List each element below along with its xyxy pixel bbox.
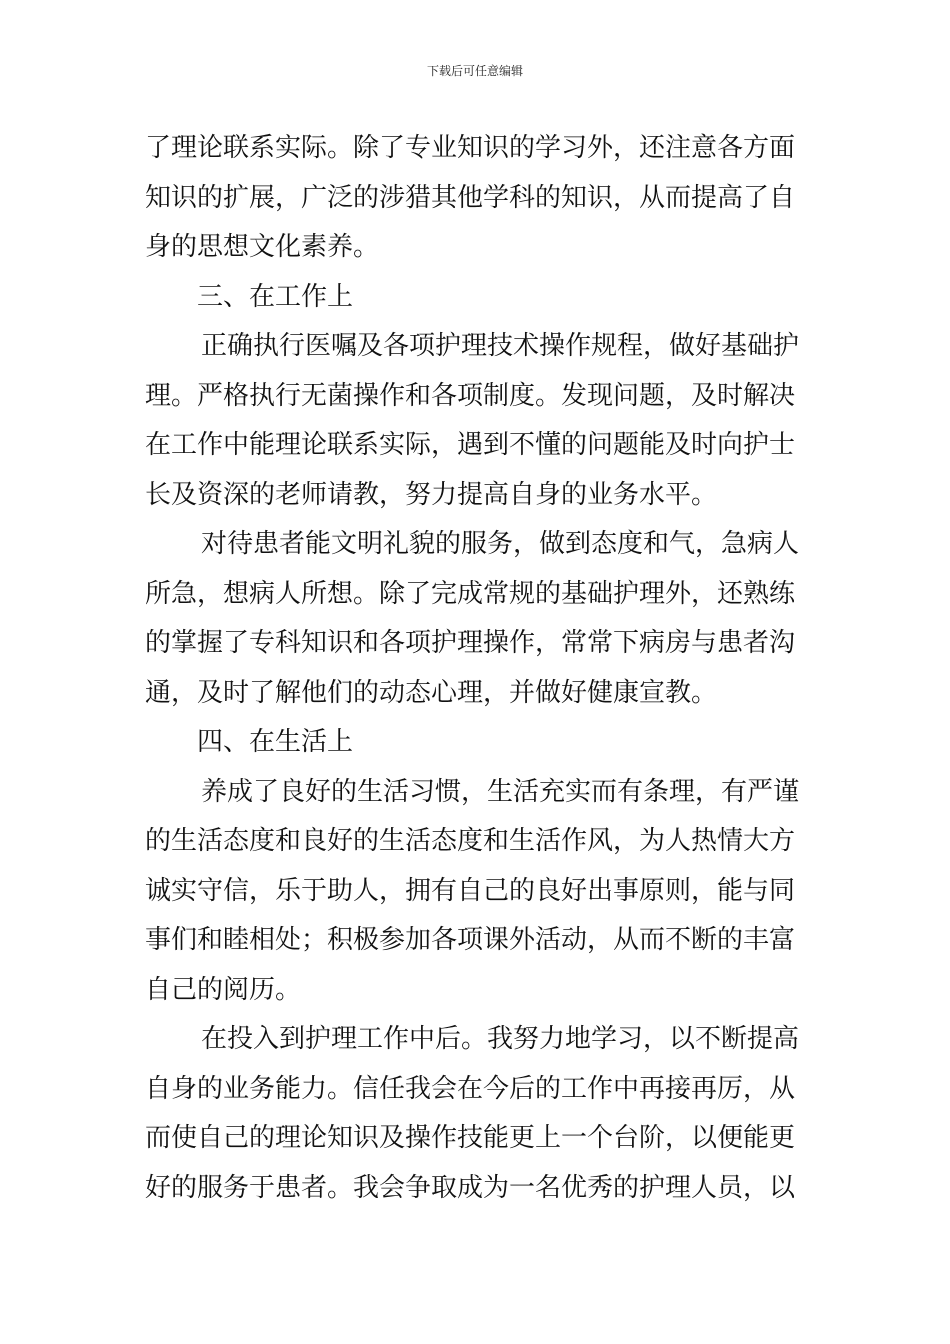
body-line: 事们和睦相处；积极参加各项课外活动，从而不断的丰富	[145, 925, 796, 955]
body-line: 了理论联系实际。除了专业知识的学习外，还注意各方面	[145, 133, 796, 163]
body-line: 自身的业务能力。信任我会在今后的工作中再接再厉，从	[145, 1073, 796, 1104]
body-line: 的生活态度和良好的生活态度和生活作风，为人热情大方	[145, 826, 796, 856]
section-heading-work: 三、在工作上	[197, 281, 354, 312]
body-line: 养成了良好的生活习惯，生活充实而有条理，有严谨	[201, 776, 800, 807]
body-line: 对待患者能文明礼貌的服务，做到态度和气，急病人	[201, 529, 800, 559]
page-header: 下载后可任意编辑	[426, 64, 523, 78]
body-line: 长及资深的老师请教，努力提高自身的业务水平。	[145, 479, 718, 510]
body-line: 自己的阅历。	[145, 974, 302, 1005]
body-line: 诚实守信，乐于助人，拥有自己的良好出事原则，能与同	[145, 875, 796, 906]
body-line: 所急，想病人所想。除了完成常规的基础护理外，还熟练	[145, 578, 796, 609]
body-line: 而使自己的理论知识及操作技能更上一个台阶，以便能更	[145, 1123, 796, 1153]
section-heading-life: 四、在生活上	[197, 727, 354, 757]
body-line: 通，及时了解他们的动态心理，并做好健康宣教。	[145, 677, 718, 708]
document-body	[145, 124, 817, 1213]
body-line: 正确执行医嘱及各项护理技术操作规程，做好基础护	[201, 331, 800, 361]
body-line: 理。严格执行无菌操作和各项制度。发现问题，及时解决	[145, 380, 796, 411]
body-line: 知识的扩展，广泛的涉猎其他学科的知识，从而提高了自	[145, 182, 796, 213]
body-line: 在投入到护理工作中后。我努力地学习，以不断提高	[201, 1024, 800, 1054]
body-line: 身的思想文化素养。	[145, 232, 380, 262]
body-line: 的掌握了专科知识和各项护理操作，常常下病房与患者沟	[145, 628, 796, 658]
body-line: 在工作中能理论联系实际，遇到不懂的问题能及时向护士	[145, 430, 796, 460]
body-line: 好的服务于患者。我会争取成为一名优秀的护理人员，以	[145, 1172, 796, 1203]
